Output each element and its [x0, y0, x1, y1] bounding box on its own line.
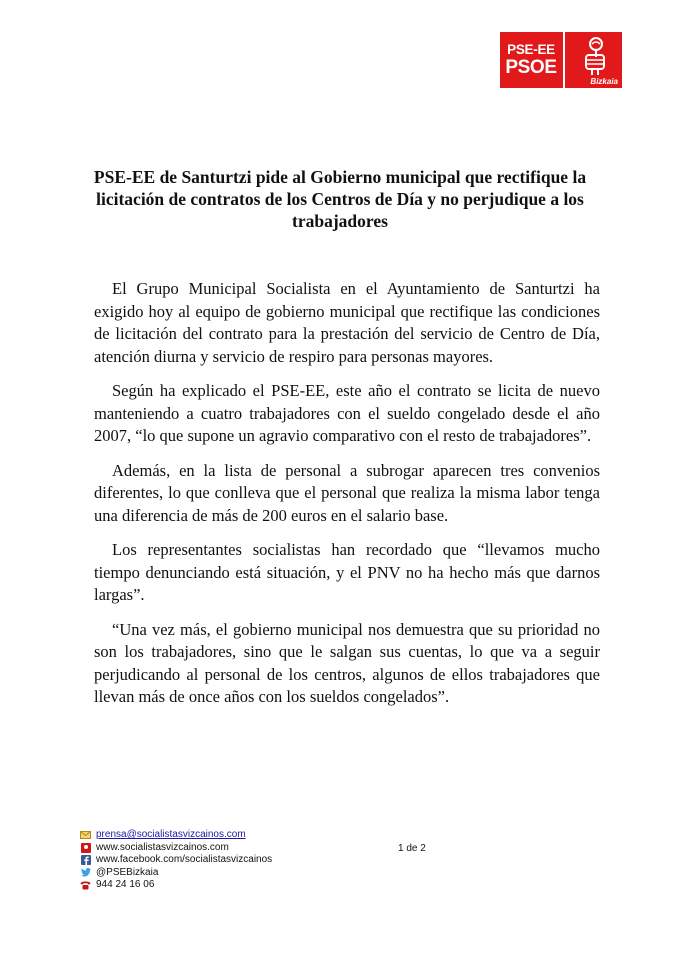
web-icon — [80, 843, 91, 853]
article-body — [94, 278, 600, 721]
psoe-logo — [500, 32, 622, 88]
page-title: PSE-EE de Santurtzi pide al Gobierno municipal que rectifique la licitación de contratos de los Centros de Día y no perjudique a los trabajadores — [93, 167, 587, 231]
footer-web-row — [80, 842, 272, 855]
footer-phone-row — [80, 879, 272, 892]
footer-email-row — [80, 829, 272, 842]
logo-wordmark — [500, 32, 562, 88]
page-number: 1 de 2 — [398, 843, 426, 854]
paragraph: Además, en la lista de personal a subrogar aparecen tres convenios diferentes, lo que conlleva que el personal que realiza la misma labor tenga una diferencia de más de 200 euros en el salario base. — [94, 460, 600, 525]
paragraph: El Grupo Municipal Socialista en el Ayuntamiento de Santurtzi ha exigido hoy al equipo de gobierno municipal que rectifique las condiciones de licitación del contrato para la prestación del servicio de Centro de Día, atención diurna y servicio de respiro para personas mayores. — [94, 279, 600, 366]
contact-footer — [80, 829, 272, 892]
twitter-icon — [80, 868, 91, 878]
website-link[interactable]: www.socialistasvizcainos.com — [96, 841, 229, 853]
phone-icon — [80, 880, 91, 890]
paragraph: Los representantes socialistas han recordado que “llevamos mucho tiempo denunciando está situación, y el PNV no ha hecho más que darnos largas”. — [94, 540, 600, 604]
footer-twitter-row — [80, 867, 272, 880]
rose-fist-icon — [566, 32, 622, 88]
email-link[interactable]: prensa@socialistasvizcainos.com — [96, 829, 246, 840]
twitter-handle[interactable]: @PSEBizkaia — [96, 866, 159, 878]
facebook-link[interactable]: www.facebook.com/socialistasvizcainos — [96, 854, 273, 865]
logo-region: Bizkaia — [590, 77, 618, 86]
phone-number: 944 24 16 06 — [96, 879, 155, 890]
logo-divider — [563, 32, 565, 88]
mail-icon — [80, 830, 91, 840]
footer-facebook-row — [80, 854, 272, 867]
logo-line-1: PSE-EE — [507, 41, 555, 57]
paragraph: “Una vez más, el gobierno municipal nos demuestra que su prioridad no son los trabajadores, sino que le salgan sus cuentas, lo que va a seguir perjudicando al personal de los centros, algunos de ellos trabajadores que llevan más de once años con los sueldos congelados”. — [94, 619, 600, 706]
paragraph: Según ha explicado el PSE-EE, este año el contrato se licita de nuevo manteniendo a cuatro trabajadores con el sueldo congelado desde el año 2007, “lo que supone un agravio comparativo con el resto de trabajadores”. — [94, 381, 600, 445]
logo-line-2: PSOE — [505, 57, 557, 79]
facebook-icon — [80, 855, 91, 865]
